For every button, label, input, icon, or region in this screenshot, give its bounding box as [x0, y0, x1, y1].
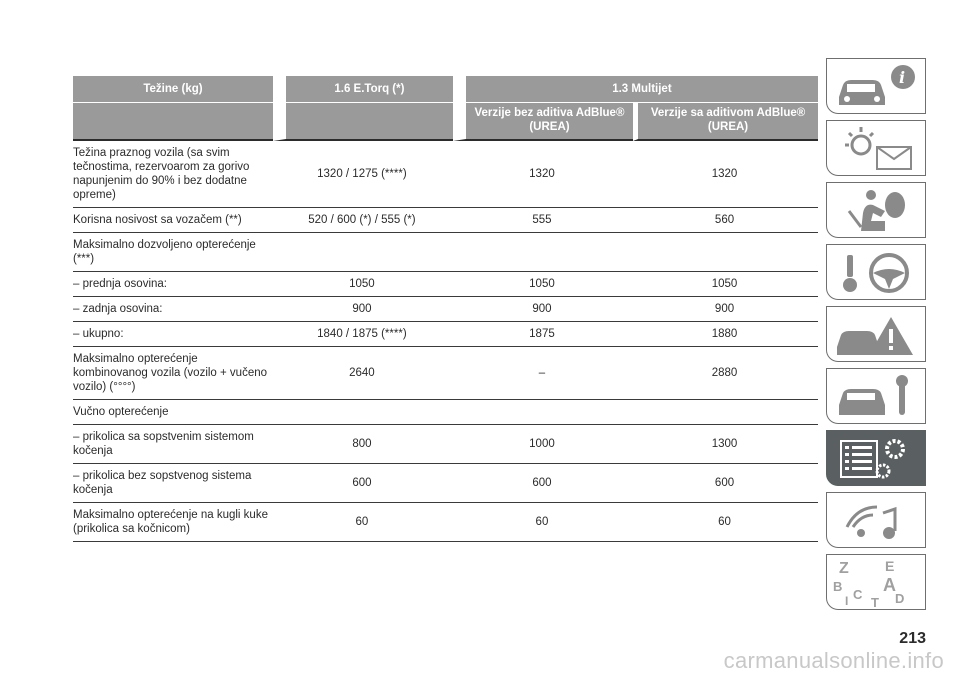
row-label: Težina praznog vozila (sa svim tečnostima, rezervoarom za gorivo napunjenim do 90% i bez dodatne opreme) [73, 141, 273, 208]
table-row [73, 347, 818, 400]
table-row [73, 297, 818, 322]
specs-gear-icon [833, 435, 923, 483]
value-16-etorq: 2640 [273, 347, 453, 400]
table-row [73, 400, 818, 425]
row-label: – ukupno: [73, 322, 273, 347]
car-wrench-icon [833, 373, 923, 421]
index-letter: C [853, 587, 863, 602]
value-multijet-no-adblue [453, 233, 633, 272]
value-multijet-adblue: 1050 [633, 272, 818, 297]
subheader-without-adblue: Verzije bez aditiva AdBlue® (UREA) [453, 103, 633, 141]
tab-multimedia[interactable] [826, 492, 926, 548]
page-number: 213 [899, 630, 926, 647]
table-row [73, 208, 818, 233]
value-16-etorq: 600 [273, 464, 453, 503]
car-crash-warning-icon [833, 311, 923, 359]
table-row [73, 503, 818, 542]
value-multijet-no-adblue: 1875 [453, 322, 633, 347]
value-multijet-adblue [633, 233, 818, 272]
value-multijet-adblue: 2880 [633, 347, 818, 400]
value-multijet-adblue: 1320 [633, 141, 818, 208]
row-label: Korisna nosivost sa vozačem (**) [73, 208, 273, 233]
tab-safety[interactable] [826, 182, 926, 238]
value-16-etorq: 60 [273, 503, 453, 542]
alphabet-index-icon [833, 559, 923, 607]
value-multijet-no-adblue: – [453, 347, 633, 400]
table-row [73, 322, 818, 347]
chapter-sidebar [826, 58, 928, 616]
table-row [73, 272, 818, 297]
header-engine-petrol: 1.6 E.Torq (*) [273, 76, 453, 103]
value-16-etorq: 900 [273, 297, 453, 322]
value-multijet-no-adblue: 600 [453, 464, 633, 503]
tab-starting-driving[interactable] [826, 244, 926, 300]
row-label: – prikolica bez sopstvenog sistema kočenja [73, 464, 273, 503]
index-letter: B [833, 579, 843, 594]
car-info-icon [833, 63, 923, 111]
row-label: Vučno opterećenje [73, 400, 273, 425]
row-label: Maksimalno opterećenje na kugli kuke (prikolica sa kočnicom) [73, 503, 273, 542]
index-letter: Z [839, 560, 849, 577]
tab-car-info[interactable] [826, 58, 926, 114]
table-row [73, 464, 818, 503]
index-letter: D [895, 591, 905, 606]
table-row [73, 233, 818, 272]
header-engine-diesel: 1.3 Multijet [453, 76, 818, 103]
value-multijet-no-adblue: 60 [453, 503, 633, 542]
value-multijet-adblue: 600 [633, 464, 818, 503]
subheader-empty-0 [73, 103, 273, 141]
value-multijet-no-adblue: 1050 [453, 272, 633, 297]
subheader-with-adblue: Verzije sa aditivom AdBlue® (UREA) [633, 103, 818, 141]
airbag-seat-icon [833, 187, 923, 235]
index-letter: E [885, 559, 895, 574]
value-multijet-no-adblue: 900 [453, 297, 633, 322]
weights-table [73, 76, 818, 542]
row-label: – prednja osovina: [73, 272, 273, 297]
subheader-empty-1 [273, 103, 453, 141]
row-label: – zadnja osovina: [73, 297, 273, 322]
index-letter: I [845, 594, 849, 607]
tab-index[interactable] [826, 554, 926, 610]
value-16-etorq: 1050 [273, 272, 453, 297]
table-header-row [73, 76, 818, 103]
value-multijet-no-adblue: 1320 [453, 141, 633, 208]
row-label: – prikolica sa sopstvenim sistemom kočenja [73, 425, 273, 464]
svg-text:i: i [899, 68, 906, 87]
row-label: Maksimalno opterećenje kombinovanog vozila (vozilo + vučeno vozilo) (°°°°) [73, 347, 273, 400]
value-multijet-adblue [633, 400, 818, 425]
tab-maintenance[interactable] [826, 368, 926, 424]
row-label: Maksimalno dozvoljeno opterećenje (***) [73, 233, 273, 272]
value-16-etorq: 800 [273, 425, 453, 464]
index-letter: T [871, 595, 879, 607]
tab-emergency[interactable] [826, 306, 926, 362]
value-16-etorq: 520 / 600 (*) / 555 (*) [273, 208, 453, 233]
value-16-etorq [273, 400, 453, 425]
value-multijet-adblue: 1300 [633, 425, 818, 464]
value-multijet-adblue: 60 [633, 503, 818, 542]
value-16-etorq: 1840 / 1875 (****) [273, 322, 453, 347]
value-multijet-adblue: 560 [633, 208, 818, 233]
table-subheader-row [73, 103, 818, 141]
header-weights: Težine (kg) [73, 76, 273, 103]
watermark: carmanualsonline.info [723, 648, 944, 673]
tab-technical-data[interactable] [826, 430, 926, 486]
index-letter: A [883, 575, 896, 595]
value-multijet-no-adblue: 555 [453, 208, 633, 233]
tab-warning-lights[interactable] [826, 120, 926, 176]
media-music-icon [833, 497, 923, 545]
value-16-etorq: 1320 / 1275 (****) [273, 141, 453, 208]
warning-lights-message-icon [833, 125, 923, 173]
value-multijet-adblue: 1880 [633, 322, 818, 347]
value-multijet-no-adblue: 1000 [453, 425, 633, 464]
key-steering-wheel-icon [833, 249, 923, 297]
value-multijet-no-adblue [453, 400, 633, 425]
table-row [73, 425, 818, 464]
table-row [73, 141, 818, 208]
value-multijet-adblue: 900 [633, 297, 818, 322]
value-16-etorq [273, 233, 453, 272]
